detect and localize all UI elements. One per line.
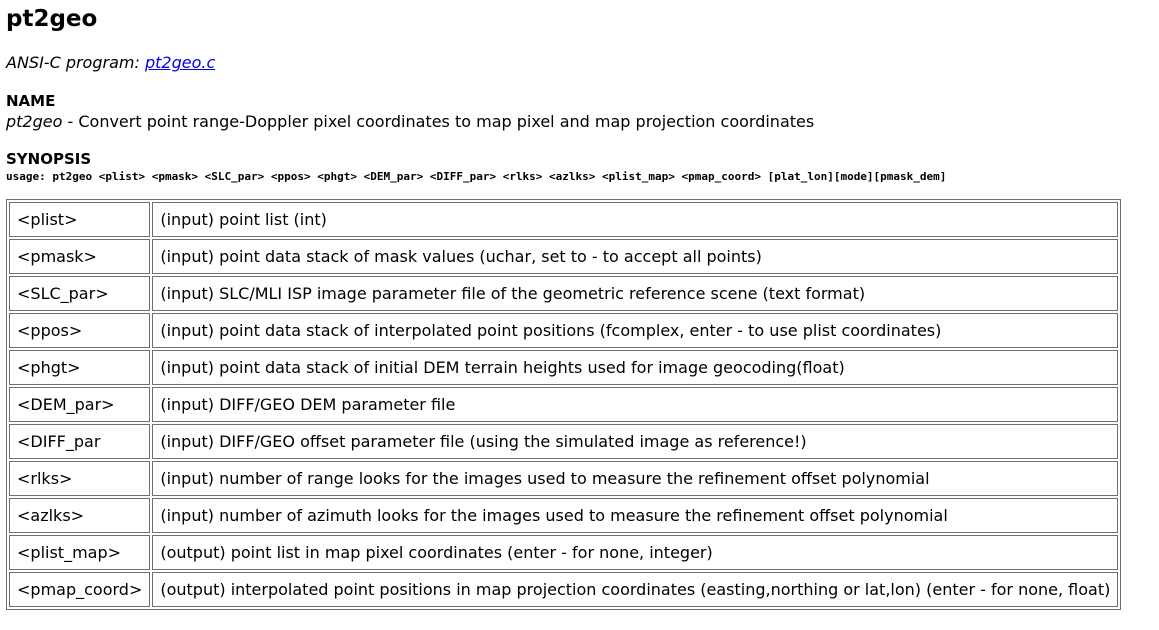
program-description: - Convert point range-Doppler pixel coordinates to map pixel and map projection coordinates	[62, 112, 815, 131]
param-description: (input) point data stack of mask values (uchar, set to - to accept all points)	[152, 239, 1118, 274]
synopsis-heading: SYNOPSIS	[6, 150, 92, 168]
param-description: (input) SLC/MLI ISP image parameter file of the geometric reference scene (text format)	[152, 276, 1118, 311]
param-name: <ppos>	[9, 313, 150, 348]
table-row	[9, 313, 1118, 348]
table-row	[9, 239, 1118, 274]
name-description	[6, 111, 814, 133]
table-row	[9, 387, 1118, 422]
param-name: <pmask>	[9, 239, 150, 274]
ansi-prefix: ANSI-C program:	[6, 53, 145, 72]
table-row	[9, 202, 1118, 237]
usage-line: usage: pt2geo <plist> <pmask> <SLC_par> <ppos> <phgt> <DEM_par> <DIFF_par> <rlks> <azlks> <plist_map> <pmap_coord> [plat_lon][mode][pmask_dem]	[6, 170, 947, 183]
ansi-source-line	[6, 52, 215, 74]
table-row	[9, 424, 1118, 459]
table-row	[9, 350, 1118, 385]
param-description: (input) number of range looks for the images used to measure the refinement offset polynomial	[152, 461, 1118, 496]
param-name: <DEM_par>	[9, 387, 150, 422]
param-name: <plist_map>	[9, 535, 150, 570]
table-row	[9, 572, 1118, 607]
table-row	[9, 535, 1118, 570]
param-description: (input) number of azimuth looks for the images used to measure the refinement offset polynomial	[152, 498, 1118, 533]
param-description: (input) point data stack of interpolated point positions (fcomplex, enter - to use plist coordinates)	[152, 313, 1118, 348]
name-heading: NAME	[6, 92, 56, 110]
program-name: pt2geo	[6, 112, 63, 131]
table-row	[9, 498, 1118, 533]
table-row	[9, 276, 1118, 311]
source-file-link[interactable]: pt2geo.c	[144, 53, 216, 72]
param-description: (input) DIFF/GEO DEM parameter file	[152, 387, 1118, 422]
param-description: (output) point list in map pixel coordinates (enter - for none, integer)	[152, 535, 1118, 570]
table-row	[9, 461, 1118, 496]
param-name: <azlks>	[9, 498, 150, 533]
page-title: pt2geo	[6, 6, 98, 32]
param-name: <pmap_coord>	[9, 572, 150, 607]
parameter-table	[6, 199, 1121, 610]
param-name: <SLC_par>	[9, 276, 150, 311]
param-name: <phgt>	[9, 350, 150, 385]
param-name: <rlks>	[9, 461, 150, 496]
param-name: <plist>	[9, 202, 150, 237]
param-description: (input) point data stack of initial DEM terrain heights used for image geocoding(float)	[152, 350, 1118, 385]
param-description: (output) interpolated point positions in map projection coordinates (easting,northing or lat,lon) (enter - for none, float)	[152, 572, 1118, 607]
param-name: <DIFF_par	[9, 424, 150, 459]
param-description: (input) DIFF/GEO offset parameter file (using the simulated image as reference!)	[152, 424, 1118, 459]
param-description: (input) point list (int)	[152, 202, 1118, 237]
